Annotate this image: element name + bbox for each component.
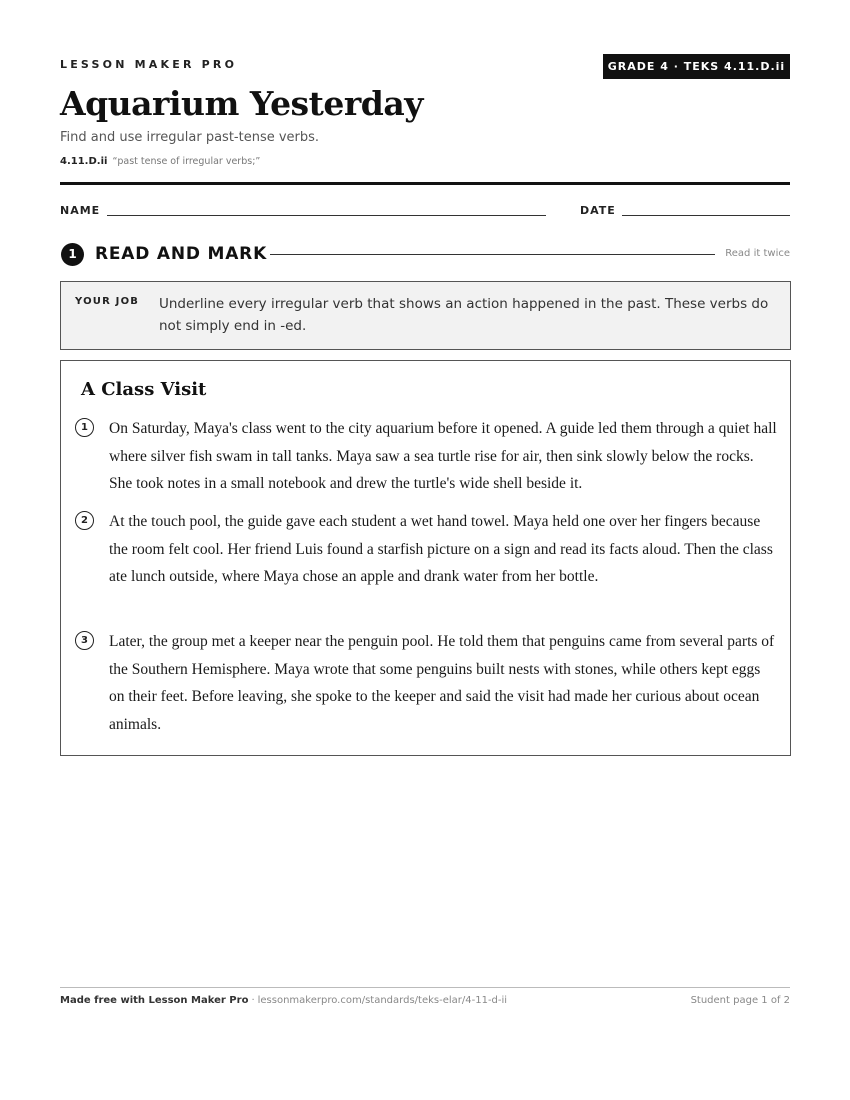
section-number-badge: 1 [61, 243, 84, 266]
paragraph-text: At the touch pool, the guide gave each student a wet hand towel. Maya held one over her fingers because the room felt cool. Her friend Luis found a starfish picture on a sign and read its facts aloud. Then the class ate lunch outside, where Maya chose an apple and drank water from her bottle. [109, 513, 773, 585]
paragraph-number-badge: 3 [75, 631, 94, 650]
section-hint: Read it twice [725, 248, 790, 259]
name-label: NAME [60, 204, 101, 217]
grade-badge: GRADE 4 · TEKS 4.11.D.ii [603, 54, 790, 79]
date-field[interactable] [622, 215, 790, 216]
header-divider [60, 182, 790, 185]
footer-url[interactable]: lessonmakerpro.com/standards/teks-elar/4-11-d-ii [257, 995, 508, 1006]
paragraph-number-badge: 1 [75, 418, 94, 437]
section-divider [270, 254, 715, 255]
date-label: DATE [580, 204, 616, 217]
page-subtitle: Find and use irregular past-tense verbs. [60, 130, 320, 145]
footer-divider [60, 987, 790, 988]
paragraph-number-badge: 2 [75, 511, 94, 530]
job-label: YOUR JOB [75, 296, 140, 307]
paragraph-text: On Saturday, Maya's class went to the city aquarium before it opened. A guide led them through a quiet hall where silver fish swam in tall tanks. Maya saw a sea turtle rise for air, then sink slowly below the rocks. She took notes in a small notebook and drew the turtle's wide shell beside it. [109, 420, 777, 492]
story-box [60, 360, 791, 756]
story-title: A Class Visit [81, 379, 207, 400]
standard-code: 4.11.D.ii [60, 156, 108, 167]
job-box [60, 281, 791, 350]
standard-line [60, 156, 260, 167]
footer-separator: · [251, 995, 255, 1006]
page-title: Aquarium Yesterday [60, 84, 423, 123]
standard-quote: “past tense of irregular verbs;” [112, 156, 261, 167]
paragraph-text: Later, the group met a keeper near the penguin pool. He told them that penguins came from several parts of the Southern Hemisphere. Maya wrote that some penguins built nests with stones, while others kept eggs on their feet. Before leaving, she spoke to the keeper and said the visit had made her curious about ocean animals. [109, 633, 775, 733]
brand-name: LESSON MAKER PRO [60, 58, 238, 71]
footer-made-with: Made free with Lesson Maker Pro [60, 995, 249, 1006]
footer-page-number: Student page 1 of 2 [690, 995, 790, 1006]
section-title: READ AND MARK [95, 244, 268, 264]
job-instructions: Underline every irregular verb that shows an action happened in the past. These verbs do not simply end in -ed. [159, 296, 769, 334]
footer-credit [60, 995, 507, 1006]
name-field[interactable] [107, 215, 546, 216]
